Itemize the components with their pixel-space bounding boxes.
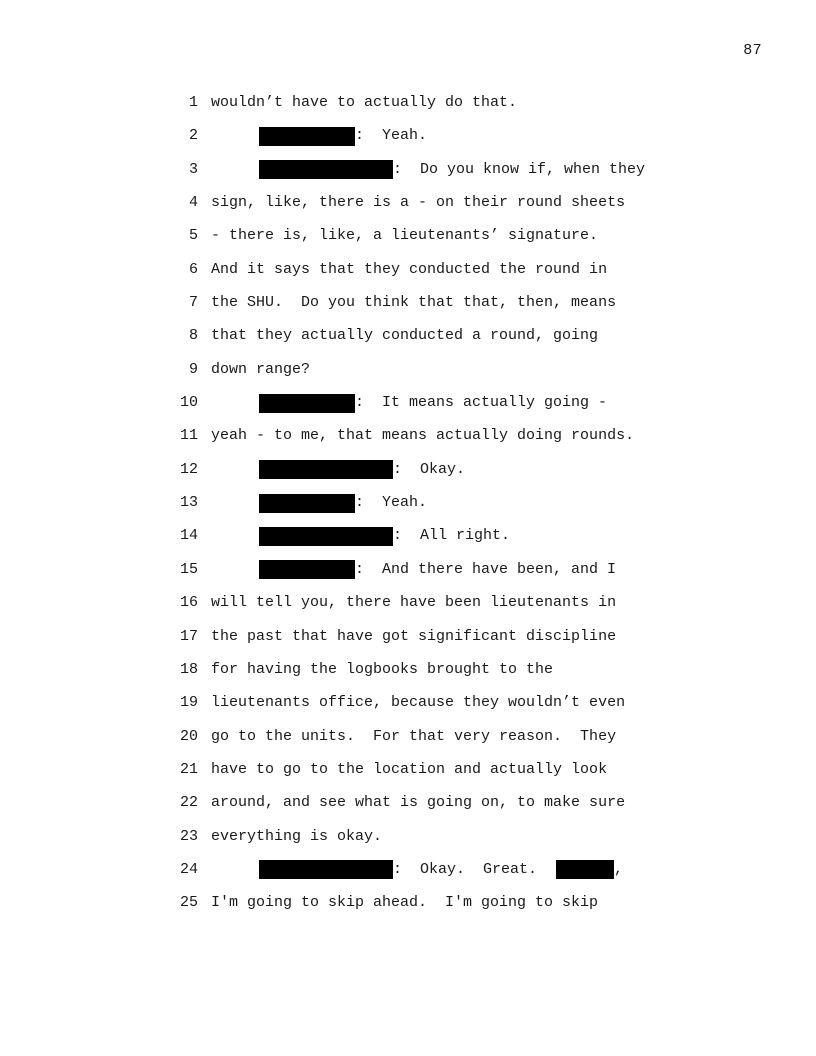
transcript-line (0, 524, 816, 557)
speaker-turn (259, 524, 510, 548)
line-text: lieutenants office, because they wouldn’t even (211, 694, 626, 712)
line-text: yeah - to me, that means actually doing rounds. (211, 427, 635, 445)
speaker-turn (259, 458, 465, 482)
speaker-turn (259, 858, 623, 882)
transcript-line (0, 491, 816, 524)
line-text: And it says that they conducted the round in (211, 260, 608, 278)
line-number: 6 (188, 260, 198, 278)
redaction-bar (259, 127, 355, 146)
speech-trailing-punctuation: , (614, 860, 624, 878)
redaction-bar (259, 394, 355, 413)
speaker-turn (259, 158, 645, 182)
line-number: 22 (179, 794, 198, 812)
line-text: - there is, like, a lieutenants’ signature. (211, 227, 599, 245)
line-number: 9 (188, 360, 198, 378)
redaction-bar (259, 160, 393, 179)
line-text: the past that have got significant discipline (211, 627, 617, 645)
speech-text: : It means actually going - (355, 394, 608, 412)
line-number: 2 (188, 127, 198, 145)
transcript-line (0, 291, 816, 324)
line-number: 12 (179, 460, 198, 478)
line-number: 20 (179, 727, 198, 745)
line-text: the SHU. Do you think that that, then, means (211, 294, 617, 312)
line-number: 4 (188, 194, 198, 212)
line-number: 11 (179, 427, 198, 445)
redaction-bar (259, 527, 393, 546)
transcript-line (0, 458, 816, 491)
speech-text: : Yeah. (355, 494, 428, 512)
redaction-bar (259, 560, 355, 579)
line-text: I'm going to skip ahead. I'm going to skip (211, 894, 599, 912)
line-number: 7 (188, 294, 198, 312)
transcript-line (0, 358, 816, 391)
transcript-line (0, 91, 816, 124)
transcript-line (0, 191, 816, 224)
line-text: will tell you, there have been lieutenants in (211, 594, 617, 612)
line-number: 17 (179, 627, 198, 645)
line-text: everything is okay. (211, 827, 383, 845)
line-number: 1 (188, 94, 198, 111)
redaction-bar (259, 494, 355, 513)
transcript-line (0, 758, 816, 791)
speaker-turn (259, 558, 616, 582)
redaction-bar (259, 860, 393, 879)
line-number: 5 (188, 227, 198, 245)
page-number: 87 (743, 42, 762, 59)
line-number: 10 (179, 394, 198, 412)
speaker-turn (259, 124, 427, 148)
line-number: 16 (179, 594, 198, 612)
speech-text: : And there have been, and I (355, 560, 617, 578)
line-text: wouldn’t have to actually do that. (211, 94, 518, 111)
transcript-line (0, 324, 816, 357)
line-number: 18 (179, 660, 198, 678)
line-text: sign, like, there is a - on their round sheets (211, 194, 626, 212)
speech-text: : Okay. Great. (393, 860, 538, 878)
line-text: that they actually conducted a round, going (211, 327, 599, 345)
transcript-line (0, 391, 816, 424)
transcript-line (0, 858, 816, 891)
line-text: have to go to the location and actually look (211, 760, 608, 778)
transcript-line (0, 591, 816, 624)
speech-text: : Yeah. (355, 127, 428, 145)
line-text: down range? (211, 360, 311, 378)
line-number: 23 (179, 827, 198, 845)
speech-text: : All right. (393, 527, 511, 545)
transcript-line (0, 625, 816, 658)
line-number: 8 (188, 327, 198, 345)
line-number: 15 (179, 560, 198, 578)
speaker-turn (259, 491, 427, 515)
line-text: go to the units. For that very reason. They (211, 727, 617, 745)
line-text: for having the logbooks brought to the (211, 660, 554, 678)
line-number: 13 (179, 494, 198, 512)
transcript-line (0, 258, 816, 291)
line-number: 3 (188, 160, 198, 178)
line-text: around, and see what is going on, to make sure (211, 794, 626, 812)
line-number: 19 (179, 694, 198, 712)
transcript-line (0, 158, 816, 191)
transcript-body (0, 91, 816, 925)
speech-text: : Do you know if, when they (393, 160, 646, 178)
transcript-line (0, 658, 816, 691)
speech-text: : Okay. (393, 460, 466, 478)
redaction-bar (259, 460, 393, 479)
redaction-bar (556, 860, 614, 879)
line-number: 24 (179, 860, 198, 878)
transcript-line (0, 124, 816, 157)
transcript-line (0, 791, 816, 824)
transcript-line (0, 558, 816, 591)
line-number: 14 (179, 527, 198, 545)
transcript-line (0, 691, 816, 724)
transcript-line (0, 424, 816, 457)
transcript-line (0, 224, 816, 257)
line-number: 21 (179, 760, 198, 778)
transcript-line (0, 891, 816, 924)
speaker-turn (259, 391, 607, 415)
transcript-line (0, 725, 816, 758)
line-number: 25 (179, 894, 198, 912)
transcript-line (0, 825, 816, 858)
